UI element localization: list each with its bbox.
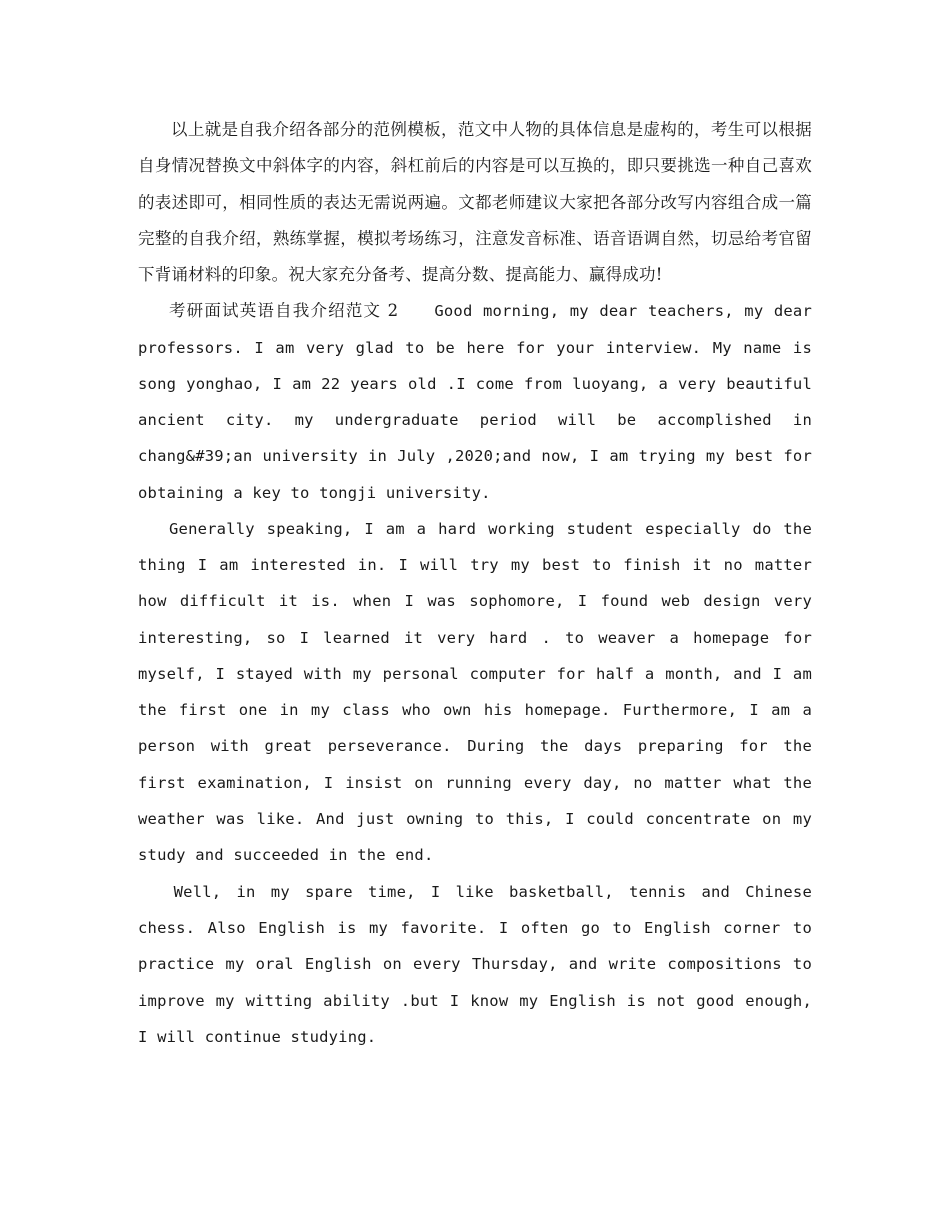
- sample-paragraph-2: Generally speaking, I am a hard working student especially do the thing I am interested in. I will try my best to finish it no matter how difficult it is. when I was sophomore, I found web design very interesting, so I learned it very hard . to weaver a homepage for myself, I stayed with my personal computer for half a month, and I am the first one in my class who own his homepage. Furthermore, I am a person with great perseverance. During the days preparing for the first examination, I insist on running every day, no matter what the weather was like. And just owning to this, I could concentrate on my study and succeeded in the end.: [138, 519, 812, 865]
- sample-paragraph-1-text: Good morning, my dear teachers, my dear professors. I am very glad to be here for your interview. My name is song yonghao, I am 22 years old .I come from luoyang, a very beautiful ancient city. my undergraduate period will be accomplished in chang&#39;an university in July ,2020;and now, I am trying my best for obtaining a key to tongji university.: [138, 302, 812, 502]
- sample-paragraph-1: [138, 293, 812, 510]
- document-page: [138, 112, 812, 1055]
- sample-heading: 考研面试英语自我介绍范文 2: [169, 301, 399, 321]
- intro-paragraph: 以上就是自我介绍各部分的范例模板，范文中人物的具体信息是虚构的，考生可以根据自身情况替换文中斜体字的内容，斜杠前后的内容是可以互换的，即只要挑选一种自己喜欢的表述即可，相同性质的表达无需说两遍。文都老师建议大家把各部分改写内容组合成一篇完整的自我介绍，熟练掌握，模拟考场练习，注意发音标准、语音语调自然，切忌给考官留下背诵材料的印象。祝大家充分备考、提高分数、提高能力、赢得成功!: [138, 120, 812, 285]
- sample-paragraph-3: Well, in my spare time, I like basketball, tennis and Chinese chess. Also English is my favorite. I often go to English corner to practice my oral English on every Thursday, and write compositions to improve my witting ability .but I know my English is not good enough, I will continue studying.: [138, 882, 812, 1046]
